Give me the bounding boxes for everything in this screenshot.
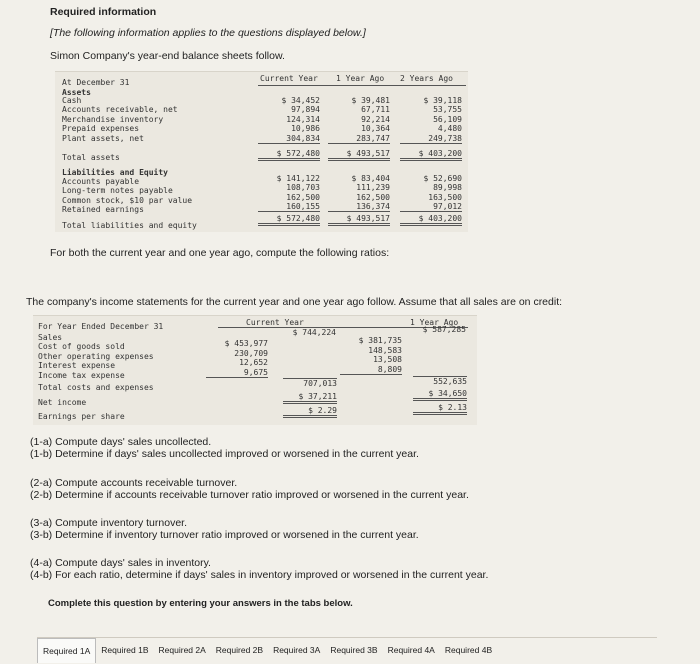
bs-liab-value: 136,374 — [328, 202, 390, 212]
bs-row-value: 249,738 — [400, 134, 462, 144]
tab-required-3b[interactable]: Required 3B — [330, 645, 378, 655]
is-expense-current: 9,675 — [206, 368, 268, 378]
is-sales-label: Sales — [38, 333, 63, 342]
question-1a: (1-a) Compute days' sales uncollected. — [30, 436, 212, 448]
is-net-income-label: Net income — [38, 398, 87, 407]
tab-required-4b[interactable]: Required 4B — [444, 645, 493, 655]
is-eps-prev: $ 2.13 — [413, 403, 467, 415]
tab-required-2a[interactable]: Required 2A — [158, 645, 206, 655]
is-expense-label: Interest expense — [38, 361, 116, 371]
bs-header-1yr: 1 Year Ago — [336, 74, 385, 83]
is-expense-label: Cost of goods sold — [38, 342, 125, 351]
is-expense-prev: $ 381,735 — [358, 336, 402, 345]
question-3a: (3-a) Compute inventory turnover. — [30, 517, 187, 529]
question-4a: (4-a) Compute days' sales in inventory. — [30, 557, 211, 569]
bs-row-value: 10,986 — [291, 124, 320, 134]
is-expense-prev: 13,508 — [373, 355, 402, 365]
bs-total-liab-label: Total liabilities and equity — [62, 221, 197, 230]
bs-total-liab-value: $ 493,517 — [328, 214, 390, 226]
bs-liab-value: $ 83,404 — [351, 174, 390, 183]
bs-row-label: Accounts receivable, net — [62, 105, 178, 115]
question-4b: (4-b) For each ratio, determine if days' sales in inventory improved or worsened in the current year. — [30, 569, 489, 581]
bs-liab-value: 162,500 — [356, 192, 390, 202]
is-eps-label: Earnings per share — [38, 412, 125, 421]
bs-row-value: 124,314 — [286, 114, 320, 124]
is-expense-label: Other operating expenses — [38, 351, 154, 361]
bs-row-value: 97,894 — [291, 105, 320, 115]
is-net-income-current: $ 37,211 — [283, 392, 337, 404]
bs-header-rule — [258, 85, 466, 86]
bs-liab-label: Retained earnings — [62, 205, 144, 215]
bs-liab-value: 108,703 — [286, 183, 320, 193]
liabilities-heading: Liabilities and Equity — [62, 168, 168, 177]
income-intro: The company's income statements for the current year and one year ago follow. Assume that all sales are on credit: — [26, 296, 563, 308]
bs-row-value: 56,109 — [433, 114, 462, 124]
bs-row-value: $ 39,118 — [423, 96, 462, 105]
bs-row-value: $ 34,452 — [281, 96, 320, 105]
is-header-label: For Year Ended December 31 — [38, 322, 164, 331]
bs-total-liab-value: $ 572,480 — [258, 214, 320, 226]
bs-row-value: 4,480 — [437, 124, 462, 134]
bs-liab-label: Accounts payable — [62, 177, 140, 186]
is-expense-current: 12,652 — [239, 358, 268, 368]
bs-liab-value: 89,998 — [433, 183, 462, 193]
tab-required-1b[interactable]: Required 1B — [101, 645, 149, 655]
bs-row-value: $ 39,481 — [351, 96, 390, 105]
bs-row-value: 53,755 — [433, 105, 462, 115]
balance-intro: Simon Company's year-end balance sheets follow. — [50, 50, 285, 62]
assets-heading: Assets — [62, 88, 91, 97]
bs-row-value: 304,834 — [258, 134, 320, 144]
bs-total-assets-value: $ 403,200 — [400, 149, 462, 161]
bs-total-liab-value: $ 403,200 — [400, 214, 462, 226]
bs-row-value: 92,214 — [361, 114, 390, 124]
is-expense-current: $ 453,977 — [224, 339, 268, 348]
is-header-1yr: 1 Year Ago — [410, 318, 459, 327]
bs-liab-value: 162,500 — [286, 192, 320, 202]
tab-required-3a[interactable]: Required 3A — [273, 645, 321, 655]
question-1b: (1-b) Determine if days' sales uncollected improved or worsened in the current year. — [30, 448, 419, 460]
bs-total-assets-label: Total assets — [62, 153, 120, 162]
required-tabs — [37, 637, 657, 662]
bs-total-assets-value: $ 493,517 — [328, 149, 390, 161]
is-header-current: Current Year — [246, 318, 304, 327]
is-expense-prev: 148,583 — [368, 345, 402, 355]
bs-liab-label: Long-term notes payable — [62, 186, 173, 196]
question-3b: (3-b) Determine if inventory turnover ratio improved or worsened in the current year. — [30, 529, 419, 541]
is-eps-current: $ 2.29 — [283, 406, 337, 418]
bs-liab-value: 97,012 — [400, 202, 462, 212]
bs-row-value: 283,747 — [328, 134, 390, 144]
tab-required-2b[interactable]: Required 2B — [215, 645, 264, 655]
is-net-income-prev: $ 34,650 — [413, 389, 467, 401]
ratios-prompt: For both the current year and one year ago, compute the following ratios: — [50, 247, 390, 259]
is-expense-label: Income tax expense — [38, 370, 125, 380]
info-note: [The following information applies to the questions displayed below.] — [50, 27, 366, 39]
is-sales-prev: $ 587,285 — [422, 325, 466, 334]
complete-note: Complete this question by entering your answers in the tabs below. — [48, 598, 353, 609]
is-expense-prev: 8,809 — [340, 365, 402, 375]
bs-row-label: Merchandise inventory — [62, 114, 164, 124]
bs-header-label: At December 31 — [62, 78, 130, 87]
bs-total-assets-value: $ 572,480 — [258, 149, 320, 161]
question-2b: (2-b) Determine if accounts receivable turnover ratio improved or worsened in the current year. — [30, 489, 469, 501]
section-title: Required information — [50, 6, 157, 18]
bs-row-label: Prepaid expenses — [62, 124, 140, 134]
bs-liab-value: 163,500 — [428, 192, 462, 202]
bs-row-value: 67,711 — [361, 105, 390, 115]
bs-liab-value: 160,155 — [258, 202, 320, 212]
bs-header-current: Current Year — [260, 74, 318, 83]
bs-row-value: 10,364 — [361, 124, 390, 134]
bs-liab-value: $ 141,122 — [276, 174, 320, 183]
bs-liab-label: Common stock, $10 par value — [62, 195, 193, 205]
tab-required-4a[interactable]: Required 4A — [387, 645, 435, 655]
is-expense-current: 230,709 — [234, 348, 268, 358]
bs-row-label: Cash — [62, 96, 82, 105]
bs-liab-value: $ 52,690 — [423, 174, 462, 183]
bs-liab-value: 111,239 — [356, 183, 390, 193]
question-2a: (2-a) Compute accounts receivable turnover. — [30, 477, 238, 489]
is-total-costs-label: Total costs and expenses — [38, 383, 154, 392]
is-total-costs-prev: 552,635 — [413, 376, 467, 386]
is-total-costs-current: 707,013 — [283, 378, 337, 388]
tab-required-1a[interactable]: Required 1A — [37, 638, 96, 663]
is-sales-current: $ 744,224 — [292, 328, 336, 337]
bs-header-2yr: 2 Years Ago — [400, 74, 453, 83]
bs-row-label: Plant assets, net — [62, 133, 144, 143]
